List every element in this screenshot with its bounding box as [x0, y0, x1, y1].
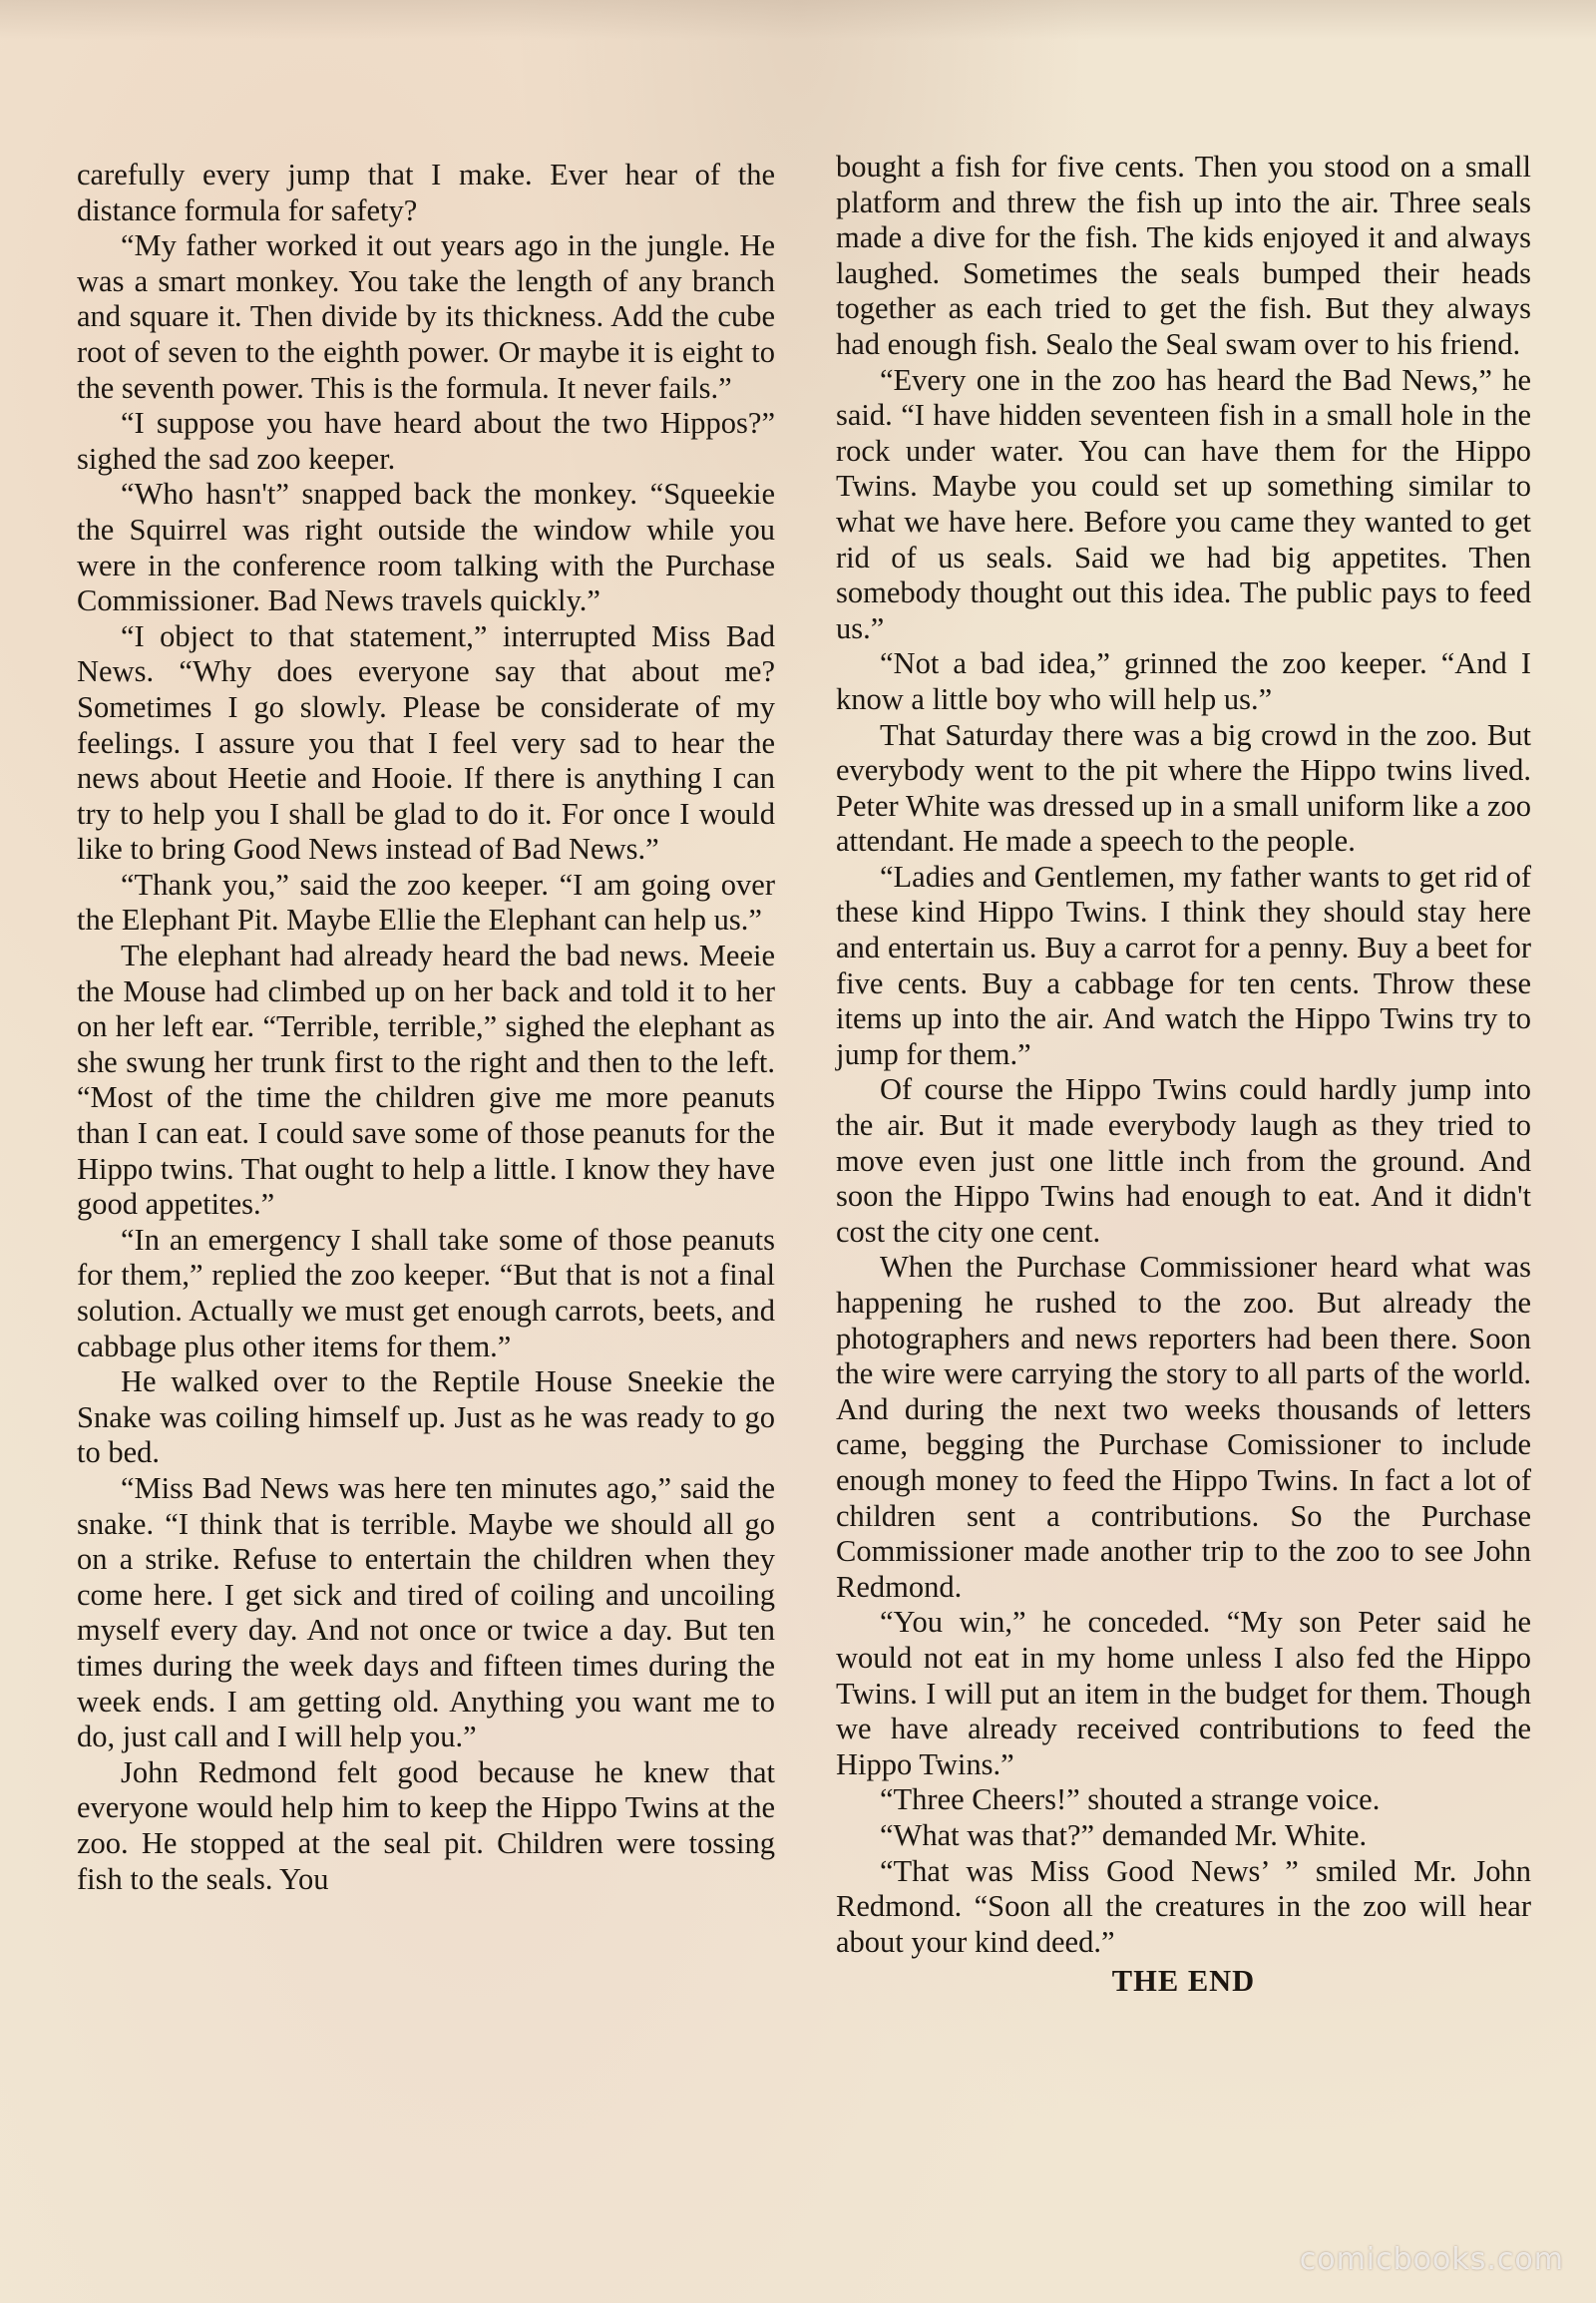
paragraph: “Miss Bad News was here ten minutes ago,” said the snake. “I think that is terrible. Maybe we should all go on a strike. Refuse to entertain the children when they come here. I get sick and tired of coiling and uncoiling myself every day. And not once or twice a day. But ten times during the week days and fifteen times during the week ends. I am getting old. Anything you want me to do, just call and I will help you.”: [77, 1470, 775, 1754]
the-end: THE END: [1111, 1964, 1256, 1999]
paragraph: “I object to that statement,” interrupted Miss Bad News. “Why does everyone say that about me? Sometimes I go slowly. Please be considerate of my feelings. I assure you that I feel very sad to hear the news about Heetie and Hooie. If there is anything I can try to help you I shall be glad to do it. For once I would like to bring Good News instead of Bad News.”: [77, 618, 775, 867]
paragraph: When the Purchase Commissioner heard what was happening he rushed to the zoo. But already the photographers and news reporters had been there. Soon the wire were carrying the story to all parts of the world. And during the next two weeks thousands of letters came, begging the Purchase Comissioner to include enough money to feed the Hippo Twins. In fact a lot of children sent a contributions. So the Purchase Commissioner made another trip to the zoo to see John Redmond.: [836, 1250, 1531, 1604]
paragraph: bought a fish for five cents. Then you stood on a small platform and threw the fish up into the air. Three seals made a dive for the fish. The kids enjoyed it and always laughed. Sometimes the seals bumped their heads together as each tried to get the fish. But they always had enough fish. Sealo the Seal swam over to his friend.: [836, 150, 1531, 361]
paragraph: “I suppose you have heard about the two Hippos?” sighed the sad zoo keeper.: [77, 406, 775, 476]
page-top-bleed: [0, 0, 1596, 40]
paragraph: carefully every jump that I make. Ever hear of the distance formula for safety?: [77, 158, 775, 227]
paragraph: “Ladies and Gentlemen, my father wants to get rid of these kind Hippo Twins. I think they should stay here and entertain us. Buy a carrot for a penny. Buy a beet for five cents. Buy a cabbage for ten cents. Throw these items up into the air. And watch the Hippo Twins try to jump for them.”: [836, 859, 1531, 1071]
paragraph: John Redmond felt good because he knew that everyone would help him to keep the Hippo Twins at the zoo. He stopped at the seal pit. Children were tossing fish to the seals. You: [77, 1754, 775, 1896]
right-column: [836, 150, 1531, 2000]
paragraph: He walked over to the Reptile House Sneekie the Snake was coiling himself up. Just as he was ready to go to bed.: [77, 1364, 775, 1470]
paragraph: “In an emergency I shall take some of those peanuts for them,” replied the zoo keeper. “But that is not a final solution. Actually we must get enough carrots, beets, and cabbage plus other items for them.”: [77, 1222, 775, 1363]
paragraph: The elephant had already heard the bad news. Meeie the Mouse had climbed up on her back and told it to her on her left ear. “Terrible, terrible,” sighed the elephant as she swung her trunk first to the right and then to the left. “Most of the time the children give me more peanuts than I can eat. I could save some of those peanuts for the Hippo twins. That ought to help a little. I know they have good appetites.”: [77, 939, 775, 1222]
paragraph: “My father worked it out years ago in the jungle. He was a smart monkey. You take the length of any branch and square it. Then divide by its thickness. Add the cube root of seven to the eighth power. Or maybe it is eight to the seventh power. This is the formula. It never fails.”: [77, 228, 775, 405]
paragraph: “What was that?” demanded Mr. White.: [880, 1817, 1368, 1852]
paragraph: Of course the Hippo Twins could hardly jump into the air. But it made everybody laugh as they tried to move even just one little inch from the ground. And soon the Hippo Twins had enough to eat. And it didn't cost the city one cent.: [836, 1072, 1531, 1249]
paragraph: “Every one in the zoo has heard the Bad News,” he said. “I have hidden seventeen fish in a small hole in the rock under water. You can have them for the Hippo Twins. Maybe you could set up something similar to what we have here. Before you came they wanted to get rid of us seals. Said we had big appetites. Then somebody thought out this idea. The public pays to feed us.”: [836, 362, 1531, 645]
watermark: comicbooks.com: [1299, 2242, 1564, 2277]
paragraph: “Not a bad idea,” grinned the zoo keeper. “And I know a little boy who will help us.”: [836, 646, 1531, 716]
paragraph: “Who hasn't” snapped back the monkey. “Squeekie the Squirrel was right outside the window while you were in the conference room talking with the Purchase Commissioner. Bad News travels quickly.”: [77, 477, 775, 618]
left-column: [77, 158, 775, 1897]
paragraph: “That was Miss Good News’ ” smiled Mr. John Redmond. “Soon all the creatures in the zoo will hear about your kind deed.”: [836, 1853, 1531, 1959]
paragraph: That Saturday there was a big crowd in the zoo. But everybody went to the pit where the Hippo twins lived. Peter White was dressed up in a small uniform like a zoo attendant. He made a speech to the people.: [836, 717, 1531, 859]
paragraph: “Thank you,” said the zoo keeper. “I am going over the Elephant Pit. Maybe Ellie the Elephant can help us.”: [77, 867, 775, 938]
paragraph: “Three Cheers!” shouted a strange voice.: [880, 1782, 1381, 1817]
paragraph: “You win,” he conceded. “My son Peter said he would not eat in my home unless I also fed the Hippo Twins. I will put an item in the budget for them. Though we have already received contributions to feed the Hippo Twins.”: [836, 1605, 1531, 1781]
